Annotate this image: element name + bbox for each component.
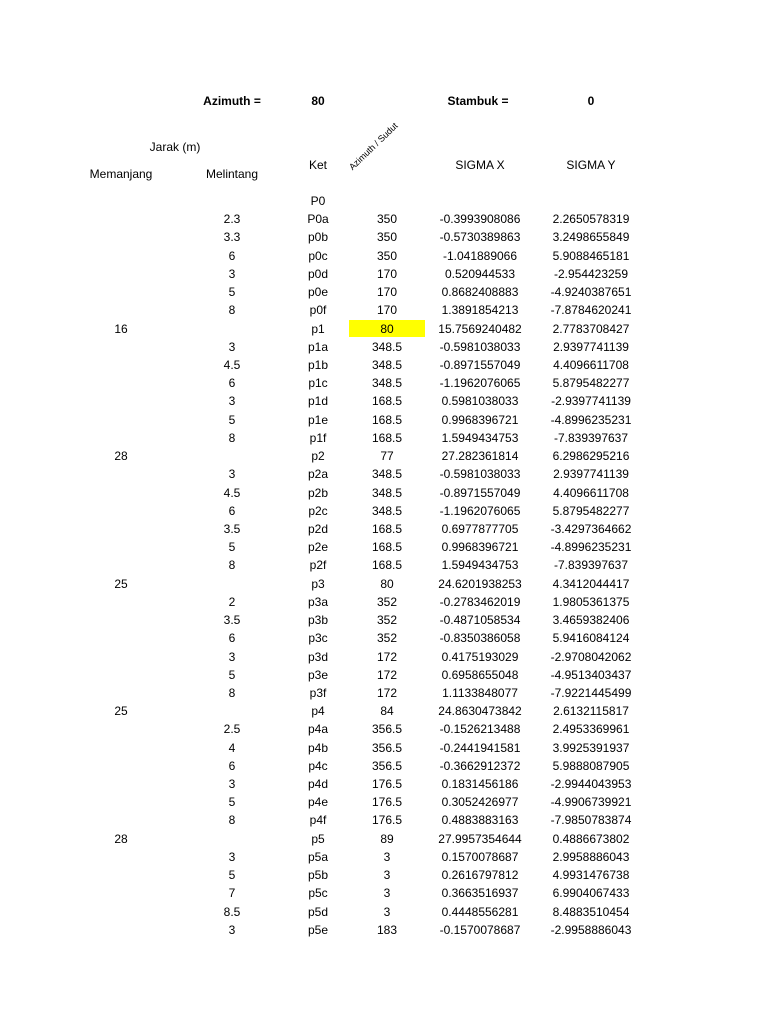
cell-sigma-y: -2.9397741139 [551, 394, 631, 409]
table-row [0, 411, 768, 429]
cell-melintang: 2 [228, 594, 236, 609]
cell-sigma-y: 4.4096611708 [553, 357, 629, 372]
cell-melintang: 3 [228, 849, 236, 864]
cell-ket: p5e [307, 922, 329, 937]
cell-ket: p1a [307, 339, 329, 354]
cell-melintang: 5 [228, 868, 236, 883]
cell-ket: P0a [307, 212, 329, 227]
stambuk-label: Stambuk = [447, 94, 509, 108]
cell-melintang: 5 [228, 540, 236, 555]
cell-ket: p3a [307, 594, 329, 609]
cell-ket: p3d [307, 649, 329, 664]
cell-sigma-x: 0.6977877705 [441, 521, 519, 536]
cell-sigma-y: 2.9397741139 [553, 339, 629, 354]
table-row [0, 556, 768, 574]
cell-melintang: 4.5 [223, 357, 241, 372]
cell-sigma-x: -0.8971557049 [439, 485, 521, 500]
cell-azimuth: 348.5 [371, 503, 403, 518]
cell-ket: p2a [307, 467, 329, 482]
cell-ket: p1f [309, 430, 327, 445]
cell-azimuth: 3 [383, 849, 391, 864]
cell-sigma-x: 0.5981038033 [441, 394, 519, 409]
cell-sigma-x: 0.4175193029 [441, 649, 519, 664]
table-row [0, 228, 768, 246]
cell-memanjang: 28 [114, 449, 128, 464]
cell-melintang: 2.3 [223, 212, 241, 227]
cell-azimuth: 172 [376, 685, 398, 700]
table-row [0, 447, 768, 465]
cell-sigma-x: 24.8630473842 [438, 704, 522, 719]
cell-azimuth: 348.5 [371, 376, 403, 391]
cell-ket: p3c [308, 631, 328, 646]
cell-azimuth: 168.5 [371, 394, 403, 409]
cell-ket: p5a [307, 849, 329, 864]
cell-sigma-y: 1.9805361375 [552, 594, 630, 609]
cell-ket: p4e [307, 795, 329, 810]
table-row [0, 903, 768, 921]
cell-azimuth: 183 [376, 922, 398, 937]
cell-melintang: 3 [228, 922, 236, 937]
cell-azimuth: 3 [383, 868, 391, 883]
cell-sigma-x: 24.6201938253 [438, 576, 522, 591]
cell-azimuth: 3 [383, 904, 391, 919]
cell-melintang: 6 [228, 758, 236, 773]
cell-ket: p3b [307, 613, 329, 628]
cell-ket: p5 [311, 831, 325, 846]
table-row [0, 210, 768, 228]
table-row [0, 392, 768, 410]
cell-azimuth: 168.5 [371, 412, 403, 427]
cell-ket: p4f [309, 813, 327, 828]
cell-azimuth: 80 [380, 576, 394, 591]
cell-sigma-y: 4.9931476738 [552, 868, 630, 883]
table-row [0, 811, 768, 829]
cell-ket: p4b [307, 740, 329, 755]
cell-ket: p0c [308, 248, 328, 263]
cell-sigma-y: 6.2986295216 [552, 449, 630, 464]
cell-sigma-y: 6.9904067433 [552, 886, 630, 901]
table-row [0, 283, 768, 301]
column-header-sigma-x: SIGMA X [455, 158, 505, 172]
cell-azimuth: 348.5 [371, 357, 403, 372]
cell-ket: p4 [311, 704, 325, 719]
cell-azimuth: 176.5 [371, 795, 403, 810]
table-row [0, 502, 768, 520]
cell-melintang: 3 [228, 777, 236, 792]
cell-sigma-y: 3.2498655849 [552, 230, 630, 245]
table-row [0, 593, 768, 611]
cell-sigma-y: 2.2650578319 [552, 212, 630, 227]
cell-melintang: 7 [228, 886, 236, 901]
table-row [0, 484, 768, 502]
table-row [0, 830, 768, 848]
table-row [0, 538, 768, 556]
cell-ket: p3e [307, 667, 329, 682]
cell-melintang: 5 [228, 795, 236, 810]
table-row [0, 921, 768, 939]
cell-sigma-y: 0.4886673802 [552, 831, 630, 846]
cell-sigma-x: 0.9968396721 [441, 540, 519, 555]
cell-azimuth: 170 [376, 266, 398, 281]
cell-ket: p3 [311, 576, 325, 591]
cell-sigma-y: -7.9850783874 [550, 813, 632, 828]
cell-azimuth: 348.5 [371, 467, 403, 482]
cell-sigma-x: 0.8682408883 [441, 285, 519, 300]
table-row [0, 356, 768, 374]
cell-melintang: 6 [228, 248, 236, 263]
table-row [0, 465, 768, 483]
cell-ket: p4d [307, 777, 329, 792]
cell-sigma-x: 0.520944533 [444, 266, 516, 281]
cell-sigma-y: 2.6132115817 [553, 704, 629, 719]
cell-melintang: 3.5 [223, 521, 241, 536]
cell-melintang: 5 [228, 412, 236, 427]
table-row [0, 793, 768, 811]
table-row [0, 520, 768, 538]
cell-azimuth: 352 [376, 631, 398, 646]
cell-azimuth: 356.5 [371, 740, 403, 755]
cell-azimuth: 348.5 [371, 485, 403, 500]
cell-melintang: 8 [228, 303, 236, 318]
cell-sigma-x: 27.9957354644 [438, 831, 522, 846]
cell-sigma-x: -0.3662912372 [439, 758, 521, 773]
cell-sigma-y: -7.839397637 [553, 558, 629, 573]
cell-melintang: 3 [228, 649, 236, 664]
cell-memanjang: 28 [114, 831, 128, 846]
table-row [0, 192, 768, 210]
table-row [0, 301, 768, 319]
cell-sigma-x: -1.041889066 [442, 248, 518, 263]
cell-azimuth: 168.5 [371, 430, 403, 445]
cell-ket: p1c [308, 376, 328, 391]
cell-sigma-y: 4.4096611708 [553, 485, 629, 500]
cell-memanjang: 16 [114, 321, 128, 336]
cell-sigma-x: 0.1570078687 [441, 849, 519, 864]
cell-azimuth: 168.5 [371, 558, 403, 573]
cell-sigma-x: -1.1962076065 [439, 376, 521, 391]
cell-memanjang: 25 [114, 576, 128, 591]
table-row [0, 629, 768, 647]
table-row [0, 320, 768, 338]
cell-ket: p4c [308, 758, 328, 773]
table-row [0, 666, 768, 684]
cell-sigma-x: 1.3891854213 [441, 303, 519, 318]
cell-sigma-x: 1.5949434753 [441, 430, 519, 445]
cell-sigma-y: -7.8784620241 [550, 303, 632, 318]
cell-sigma-x: 0.1831456186 [441, 777, 519, 792]
cell-melintang: 3 [228, 467, 236, 482]
cell-azimuth: 77 [380, 449, 394, 464]
cell-sigma-x: 0.3052426977 [441, 795, 519, 810]
cell-ket: p2f [309, 558, 327, 573]
cell-azimuth: 352 [376, 594, 398, 609]
cell-sigma-y: -2.954423259 [553, 266, 629, 281]
cell-sigma-y: -2.9944043953 [550, 777, 632, 792]
cell-sigma-y: 3.9925391937 [552, 740, 630, 755]
cell-melintang: 3.5 [223, 613, 241, 628]
cell-ket: p5c [308, 886, 328, 901]
cell-sigma-x: -0.3993908086 [439, 212, 521, 227]
cell-sigma-y: -4.9240387651 [550, 285, 632, 300]
cell-azimuth: 176.5 [371, 777, 403, 792]
table-row [0, 702, 768, 720]
table-row [0, 775, 768, 793]
cell-sigma-y: -7.839397637 [553, 430, 629, 445]
cell-sigma-x: -0.1526213488 [439, 722, 521, 737]
cell-sigma-y: -4.8996235231 [550, 540, 632, 555]
table-row [0, 575, 768, 593]
table-row [0, 866, 768, 884]
column-header-sigma-y: SIGMA Y [566, 158, 616, 172]
cell-sigma-y: 4.3412044417 [552, 576, 630, 591]
cell-ket: p2e [307, 540, 329, 555]
cell-melintang: 8 [228, 430, 236, 445]
cell-sigma-x: 1.5949434753 [441, 558, 519, 573]
cell-sigma-x: 0.4448556281 [441, 904, 519, 919]
cell-memanjang: 25 [114, 704, 128, 719]
column-header-memanjang: Memanjang [89, 167, 153, 181]
cell-sigma-x: 0.2616797812 [441, 868, 519, 883]
cell-azimuth: 170 [376, 285, 398, 300]
table-row [0, 338, 768, 356]
cell-sigma-y: -3.4297364662 [550, 521, 632, 536]
cell-azimuth: 350 [376, 230, 398, 245]
cell-azimuth: 89 [380, 831, 394, 846]
cell-azimuth: 80 [380, 321, 394, 336]
cell-sigma-y: 5.9416084124 [552, 631, 630, 646]
cell-azimuth: 352 [376, 613, 398, 628]
cell-sigma-x: -0.1570078687 [439, 922, 521, 937]
cell-sigma-y: 5.8795482277 [552, 503, 630, 518]
cell-azimuth: 172 [376, 649, 398, 664]
cell-melintang: 6 [228, 503, 236, 518]
cell-sigma-x: -1.1962076065 [439, 503, 521, 518]
cell-azimuth: 3 [383, 886, 391, 901]
cell-sigma-y: 2.4953369961 [552, 722, 630, 737]
cell-sigma-x: 15.7569240482 [438, 321, 522, 336]
cell-azimuth: 176.5 [371, 813, 403, 828]
table-row [0, 884, 768, 902]
cell-melintang: 6 [228, 631, 236, 646]
stambuk-value: 0 [587, 94, 595, 108]
table-row [0, 429, 768, 447]
cell-sigma-y: -2.9958886043 [550, 922, 632, 937]
cell-sigma-y: 2.7783708427 [552, 321, 630, 336]
cell-sigma-y: -4.9513403437 [550, 667, 632, 682]
cell-sigma-y: 5.9088465181 [552, 248, 630, 263]
table-row [0, 265, 768, 283]
cell-sigma-y: 5.8795482277 [552, 376, 630, 391]
azimuth-value: 80 [311, 94, 325, 108]
cell-sigma-y: -2.9708042062 [550, 649, 632, 664]
column-header-ket: Ket [308, 158, 328, 172]
cell-melintang: 4.5 [223, 485, 241, 500]
cell-melintang: 8 [228, 558, 236, 573]
cell-ket: p1d [307, 394, 329, 409]
cell-ket: p3f [309, 685, 327, 700]
cell-ket: p1b [307, 357, 329, 372]
cell-ket: p5b [307, 868, 329, 883]
table-row [0, 611, 768, 629]
table-row [0, 684, 768, 702]
cell-ket: p4a [307, 722, 329, 737]
cell-melintang: 5 [228, 285, 236, 300]
cell-ket: p0e [307, 285, 329, 300]
cell-sigma-x: 1.1133848077 [442, 685, 518, 700]
cell-azimuth: 350 [376, 248, 398, 263]
cell-sigma-x: -0.8350386058 [439, 631, 521, 646]
cell-ket: p5d [307, 904, 329, 919]
table-row [0, 247, 768, 265]
cell-azimuth: 356.5 [371, 722, 403, 737]
cell-melintang: 8 [228, 685, 236, 700]
cell-sigma-y: -4.9906739921 [550, 795, 632, 810]
column-header-melintang: Melintang [205, 167, 259, 181]
cell-melintang: 5 [228, 667, 236, 682]
cell-azimuth: 168.5 [371, 521, 403, 536]
table-row [0, 720, 768, 738]
cell-sigma-y: 8.4883510454 [552, 904, 630, 919]
column-header-jarak: Jarak (m) [149, 140, 201, 154]
cell-sigma-x: -0.5981038033 [439, 339, 521, 354]
cell-ket: P0 [310, 194, 326, 208]
cell-ket: p0d [307, 266, 329, 281]
cell-sigma-y: 2.9397741139 [553, 467, 629, 482]
cell-ket: p0b [307, 230, 329, 245]
cell-melintang: 3 [228, 339, 236, 354]
azimuth-label: Azimuth = [203, 94, 261, 108]
cell-sigma-x: -0.5730389863 [439, 230, 521, 245]
cell-azimuth: 356.5 [371, 758, 403, 773]
cell-ket: p1 [311, 321, 325, 336]
cell-sigma-x: -0.4871058534 [439, 613, 521, 628]
cell-sigma-y: -7.9221445499 [550, 685, 632, 700]
column-header-azimuth-sudut: Azimuth / Sudut [347, 120, 400, 172]
cell-melintang: 8 [228, 813, 236, 828]
table-row [0, 739, 768, 757]
cell-sigma-x: 0.6958655048 [441, 667, 519, 682]
cell-ket: p0f [309, 303, 327, 318]
cell-sigma-y: -4.8996235231 [550, 412, 632, 427]
cell-ket: p2b [307, 485, 329, 500]
table-row [0, 648, 768, 666]
table-row [0, 374, 768, 392]
cell-sigma-y: 3.4659382406 [552, 613, 630, 628]
cell-melintang: 4 [228, 740, 236, 755]
cell-ket: p2c [308, 503, 328, 518]
cell-sigma-x: -0.5981038033 [439, 467, 521, 482]
cell-sigma-x: -0.2441941581 [439, 740, 521, 755]
cell-melintang: 8.5 [223, 904, 241, 919]
cell-azimuth: 168.5 [371, 540, 403, 555]
cell-sigma-x: -0.2783462019 [439, 594, 521, 609]
cell-sigma-y: 2.9958886043 [552, 849, 630, 864]
cell-sigma-x: 27.282361814 [441, 449, 519, 464]
cell-melintang: 6 [228, 376, 236, 391]
cell-ket: p2d [307, 521, 329, 536]
cell-melintang: 3 [228, 266, 236, 281]
cell-melintang: 3.3 [223, 230, 241, 245]
table-row [0, 848, 768, 866]
cell-sigma-x: -0.8971557049 [439, 357, 521, 372]
cell-azimuth: 348.5 [371, 339, 403, 354]
cell-sigma-x: 0.4883883163 [441, 813, 519, 828]
cell-azimuth: 172 [376, 667, 398, 682]
cell-ket: p2 [311, 449, 325, 464]
table-row [0, 757, 768, 775]
cell-azimuth: 170 [376, 303, 398, 318]
cell-melintang: 3 [228, 394, 236, 409]
cell-sigma-x: 0.9968396721 [441, 412, 519, 427]
cell-ket: p1e [307, 412, 329, 427]
cell-azimuth: 84 [380, 704, 394, 719]
cell-sigma-y: 5.9888087905 [552, 758, 630, 773]
cell-sigma-x: 0.3663516937 [441, 886, 519, 901]
cell-melintang: 2.5 [223, 722, 241, 737]
cell-azimuth: 350 [376, 212, 398, 227]
